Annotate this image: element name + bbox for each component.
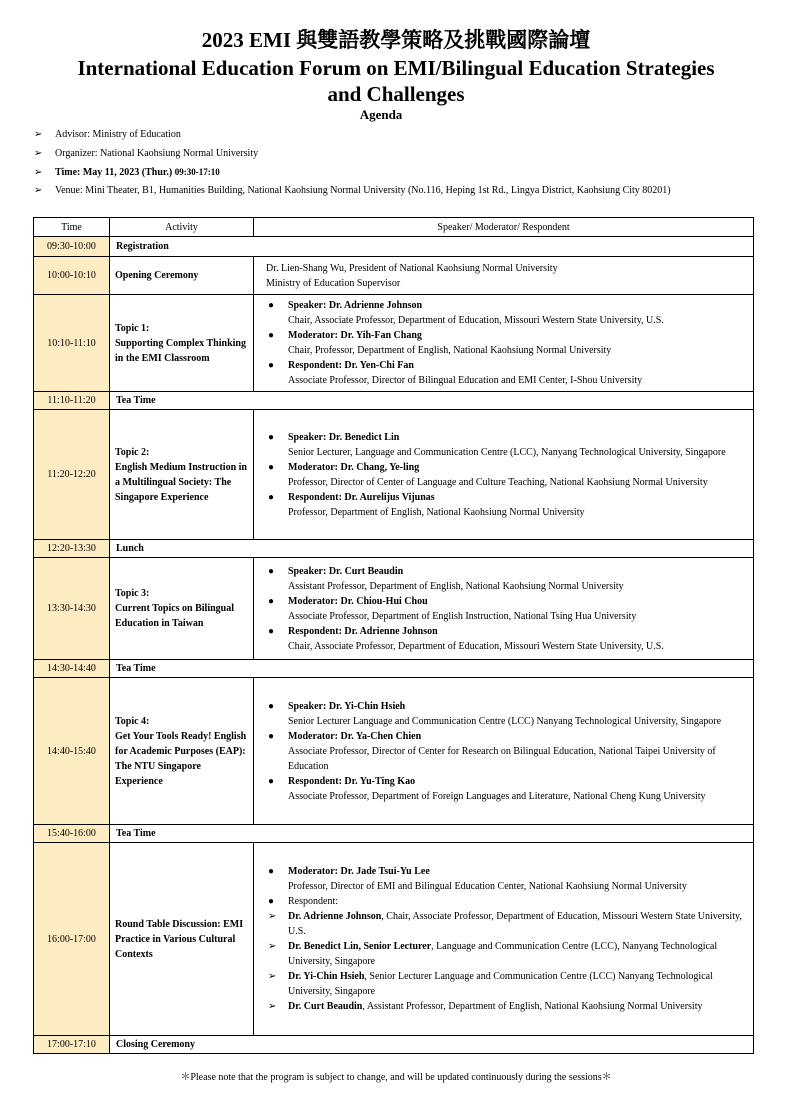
speaker-item: ● Speaker: Dr. Benedict Lin Senior Lecturer, Language and Communication Centre (LCC), Nanyang Technological University, Singapore [268,431,726,458]
activity-cell [110,558,254,660]
bullet-dot-icon: ● [268,775,275,787]
bullet-dot-icon: ● [268,730,275,742]
respondent-item: ● Respondent: [268,896,338,907]
bullet-dot-icon: ● [268,625,275,637]
respondent-item: ● Respondent: Dr. Yu-Ting Kao Associate Professor, Department of Foreign Languages and Literature, National Cheng Kung University [268,775,706,802]
table-row [34,410,754,540]
table-row [34,678,754,825]
activity-cell [110,410,254,540]
speaker-cell [254,257,754,295]
topic-label: Topic 2: [115,446,150,458]
venue-text: Venue: Mini Theater, B1, Humanities Building, National Kaohsiung Normal University (No.116, Heping 1st Rd., Lingya District, Kaohsiung City 80201) [55,185,671,196]
table-row [34,660,754,678]
bullet-dot-icon: ● [268,565,275,577]
speaker-cell [254,558,754,660]
time-label: Time: May 11, 2023 (Thur.) [55,167,173,178]
bullet-dot-icon: ● [268,491,275,503]
speaker-cell [254,295,754,392]
table-row [34,843,754,1036]
bullet-dot-icon: ● [268,431,275,443]
activity-cell: Tea Time [110,660,754,678]
speaker-cell [254,678,754,825]
bullet-dot-icon: ● [268,896,275,907]
agenda-heading: Agenda [359,107,403,122]
respondent-entry: ➢ Dr. Benedict Lin, Senior Lecturer, Language and Communication Centre (LCC), Nanyang Technological University, Singapore [268,941,718,967]
respondent-entry: ➢ Dr. Adrienne Johnson, Chair, Associate Professor, Department of Education, Missouri Western State University, U.S. [268,911,742,937]
speaker-item: ● Speaker: Dr. Yi-Chin Hsieh Senior Lecturer Language and Communication Centre (LCC) Nanyang Technological University, Singapore [268,700,722,727]
header-speaker: Speaker/ Moderator/ Respondent [254,218,754,237]
title-english: International Education Forum on EMI/Bilingual Education Strategies and Challenges [77,56,715,106]
bullet-dot-icon: ● [268,300,275,311]
time-cell: 13:30-14:30 [34,558,110,660]
header-activity: Activity [110,218,254,237]
agenda-table [33,217,754,1054]
activity-cell: Round Table Discussion: EMI Practice in Various Cultural Contexts [110,843,254,1036]
topic-title: English Medium Instruction in a Multilingual Society: The Singapore Experience [115,461,247,503]
activity-cell [110,678,254,825]
speaker-cell [254,843,754,1036]
speaker-item: ● Speaker: Dr. Adrienne Johnson Chair, Associate Professor, Department of Education, Missouri Western State University, U.S. [268,300,664,326]
topic-label: Topic 1: [115,322,150,334]
moderator-item: ● Moderator: Dr. Chiou-Hui Chou Associate Professor, Department of English Instruction, National Tsing Hua University [268,595,637,622]
arrow-bullet-icon: ➢ [268,941,277,952]
time-cell: 15:40-16:00 [34,825,110,843]
activity-cell: Opening Ceremony [110,257,254,295]
activity-cell: Closing Ceremony [110,1036,754,1054]
table-row [34,1036,754,1054]
activity-cell: Lunch [110,540,754,558]
time-cell: 12:20-13:30 [34,540,110,558]
bullet-dot-icon: ● [268,866,275,877]
bullet-dot-icon: ● [268,595,275,607]
footer-note: ＊Please note that the program is subject to change, and will be updated continuously during the sessions＊ [180,1072,612,1083]
arrow-bullet-icon: ➢ [34,148,43,159]
table-row [34,825,754,843]
topic-title: Supporting Complex Thinking in the EMI Classroom [115,337,246,364]
advisor-text: Advisor: Ministry of Education [55,129,181,140]
moderator-item: ● Moderator: Dr. Yih-Fan Chang Chair, Professor, Department of English, National Kaohsiung Normal University [268,330,612,356]
arrow-bullet-icon: ➢ [268,1001,277,1012]
activity-cell: Tea Time [110,392,754,410]
time-cell: 10:00-10:10 [34,257,110,295]
time-cell: 10:10-11:10 [34,295,110,392]
bullet-dot-icon: ● [268,360,275,371]
table-row [34,392,754,410]
table-row [34,558,754,660]
table-header-row [34,218,754,237]
bullet-dot-icon: ● [268,700,275,712]
speaker-item: ● Speaker: Dr. Curt Beaudin Assistant Professor, Department of English, National Kaohsiung Normal University [268,565,624,592]
table-row [34,237,754,257]
topic-label: Topic 4: [115,715,150,727]
time-cell: 11:10-11:20 [34,392,110,410]
arrow-bullet-icon: ➢ [34,167,43,178]
topic-label: Topic 3: [115,588,150,599]
speaker-line: Ministry of Education Supervisor [266,277,401,289]
time-cell: 16:00-17:00 [34,843,110,1036]
time-cell: 14:30-14:40 [34,660,110,678]
activity-cell: Tea Time [110,825,754,843]
speaker-cell [254,410,754,540]
bullet-dot-icon: ● [268,330,275,341]
time-cell: 14:40-15:40 [34,678,110,825]
table-row [34,295,754,392]
arrow-bullet-icon: ➢ [268,971,277,982]
respondent-item: ● Respondent: Dr. Aurelijus Vijunas Professor, Department of English, National Kaohsiung Normal University [268,491,585,518]
moderator-item: ● Moderator: Dr. Jade Tsui-Yu Lee Professor, Director of EMI and Bilingual Education Center, National Kaohsiung Normal University [268,866,687,892]
organizer-text: Organizer: National Kaohsiung Normal University [55,148,259,159]
moderator-item: ● Moderator: Dr. Ya-Chen Chien Associate Professor, Director of Center for Research on Bilingual Education, National Taipei University of Education [268,730,716,772]
time-cell: 09:30-10:00 [34,237,110,257]
arrow-bullet-icon: ➢ [268,911,277,922]
arrow-bullet-icon: ➢ [34,185,43,196]
activity-cell [110,295,254,392]
respondent-entry: ➢ Dr. Yi-Chin Hsieh, Senior Lecturer Language and Communication Centre (LCC) Nanyang Technological University, Singapore [268,971,713,997]
time-value: 09:30-17:10 [174,167,220,177]
respondent-entry: ➢ Dr. Curt Beaudin, Assistant Professor, Department of English, National Kaohsiung Normal University [268,1001,703,1012]
respondent-item: ● Respondent: Dr. Adrienne Johnson Chair, Associate Professor, Department of Education, Missouri Western State University, U.S. [268,625,664,652]
table-row [34,257,754,295]
topic-title: Current Topics on Bilingual Education in Taiwan [115,603,235,629]
table-row [34,540,754,558]
topic-title: Get Your Tools Ready! English for Academic Purposes (EAP): The NTU Singapore Experience [115,730,247,787]
arrow-bullet-icon: ➢ [34,129,43,140]
bullet-dot-icon: ● [268,461,275,473]
title-chinese: 2023 EMI 與雙語教學策略及挑戰國際論壇 [201,28,591,52]
time-cell: 11:20-12:20 [34,410,110,540]
respondent-item: ● Respondent: Dr. Yen-Chi Fan Associate Professor, Director of Bilingual Education and EMI Center, I-Shou University [268,360,643,386]
activity-cell: Registration [110,237,754,257]
time-cell: 17:00-17:10 [34,1036,110,1054]
header-time: Time [34,218,110,237]
moderator-item: ● Moderator: Dr. Chang, Ye-ling Professor, Director of Center of Language and Culture Teaching, National Kaohsiung Normal University [268,461,708,488]
speaker-line: Dr. Lien-Shang Wu, President of National Kaohsiung Normal University [266,262,558,274]
